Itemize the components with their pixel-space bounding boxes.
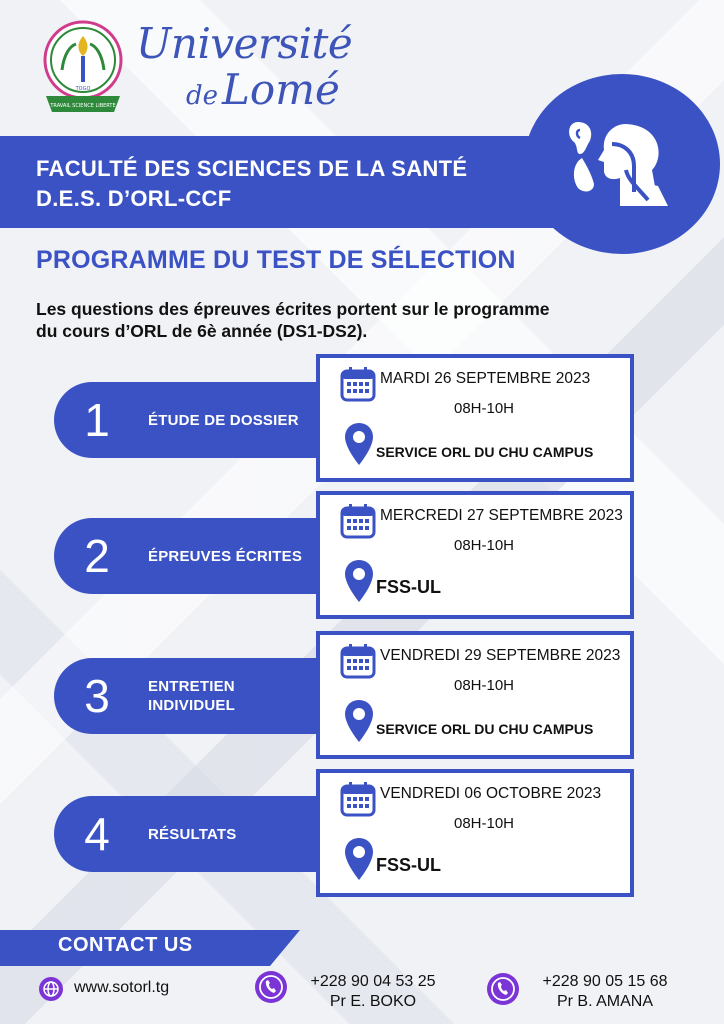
globe-icon <box>38 976 64 1002</box>
phone-icon <box>486 972 520 1006</box>
step-time: 08H-10H <box>453 815 515 832</box>
university-name: Université <box>136 19 353 68</box>
intro-line-1: Les questions des épreuves écrites portent sur le programme <box>36 299 550 319</box>
calendar-icon <box>340 643 376 679</box>
step-label-line-2: INDIVIDUEL <box>148 697 236 714</box>
step-3-pill <box>54 658 354 734</box>
step-date: MERCREDI 27 SEPTEMBRE 2023 <box>380 507 623 524</box>
svg-text:TOGO: TOGO <box>75 86 91 92</box>
ear-nose-throat-icon <box>568 114 678 214</box>
contact-title: CONTACT US <box>58 934 193 956</box>
step-1-pill <box>54 382 354 458</box>
website-link[interactable]: www.sotorl.tg <box>74 979 170 996</box>
step-4-card <box>316 769 634 897</box>
step-date: MARDI 26 SEPTEMBRE 2023 <box>380 370 591 387</box>
phone-icon <box>254 970 288 1004</box>
university-city <box>186 65 340 119</box>
contact-phone[interactable]: +228 90 04 53 25 <box>310 973 436 990</box>
location-pin-icon <box>344 699 374 743</box>
step-time: 08H-10H <box>453 537 515 554</box>
intro-text <box>36 298 656 342</box>
contact-name: Pr E. BOKO <box>329 993 417 1010</box>
location-pin-icon <box>344 837 374 881</box>
step-label-line-1: ENTRETIEN <box>148 678 235 695</box>
svg-text:TRAVAIL SCIENCE LIBERTE: TRAVAIL SCIENCE LIBERTE <box>50 103 116 109</box>
step-location: SERVICE ORL DU CHU CAMPUS <box>376 721 594 737</box>
step-label: ÉPREUVES ÉCRITES <box>148 547 303 565</box>
step-date: VENDREDI 29 SEPTEMBRE 2023 <box>380 647 621 664</box>
university-de: de <box>186 81 219 111</box>
step-3-card <box>316 631 634 759</box>
ent-icon-circle <box>524 74 720 254</box>
location-pin-icon <box>344 422 374 466</box>
step-2-card <box>316 491 634 619</box>
step-2-pill <box>54 518 354 594</box>
step-label: RÉSULTATS <box>148 825 237 843</box>
contact-1 <box>296 972 450 1012</box>
step-label: ÉTUDE DE DOSSIER <box>148 411 299 429</box>
step-4-pill <box>54 796 354 872</box>
step-time: 08H-10H <box>453 400 515 417</box>
university-lome: Lomé <box>222 65 340 114</box>
step-date: VENDREDI 06 OCTOBRE 2023 <box>380 785 602 802</box>
calendar-icon <box>340 366 376 402</box>
step-number: 1 <box>84 394 110 446</box>
calendar-icon <box>340 781 376 817</box>
faculty-title <box>36 154 467 214</box>
step-location: FSS-UL <box>376 855 441 875</box>
step-number: 2 <box>84 530 110 582</box>
faculty-line-2: D.E.S. D’ORL-CCF <box>36 186 232 211</box>
step-number: 4 <box>84 808 110 860</box>
contact-2 <box>528 972 682 1012</box>
faculty-line-1: FACULTÉ DES SCIENCES DE LA SANTÉ <box>36 156 468 181</box>
calendar-icon <box>340 503 376 539</box>
university-seal-logo <box>40 14 126 118</box>
step-location: SERVICE ORL DU CHU CAMPUS <box>376 444 594 460</box>
step-1-card <box>316 354 634 482</box>
step-location: FSS-UL <box>376 577 441 597</box>
intro-line-2: du cours d’ORL de 6è année (DS1-DS2). <box>36 321 368 341</box>
step-time: 08H-10H <box>453 677 515 694</box>
step-number: 3 <box>84 670 110 722</box>
contact-phone[interactable]: +228 90 05 15 68 <box>542 973 668 990</box>
contact-name: Pr B. AMANA <box>556 993 654 1010</box>
page-title: PROGRAMME DU TEST DE SÉLECTION <box>36 246 516 274</box>
location-pin-icon <box>344 559 374 603</box>
